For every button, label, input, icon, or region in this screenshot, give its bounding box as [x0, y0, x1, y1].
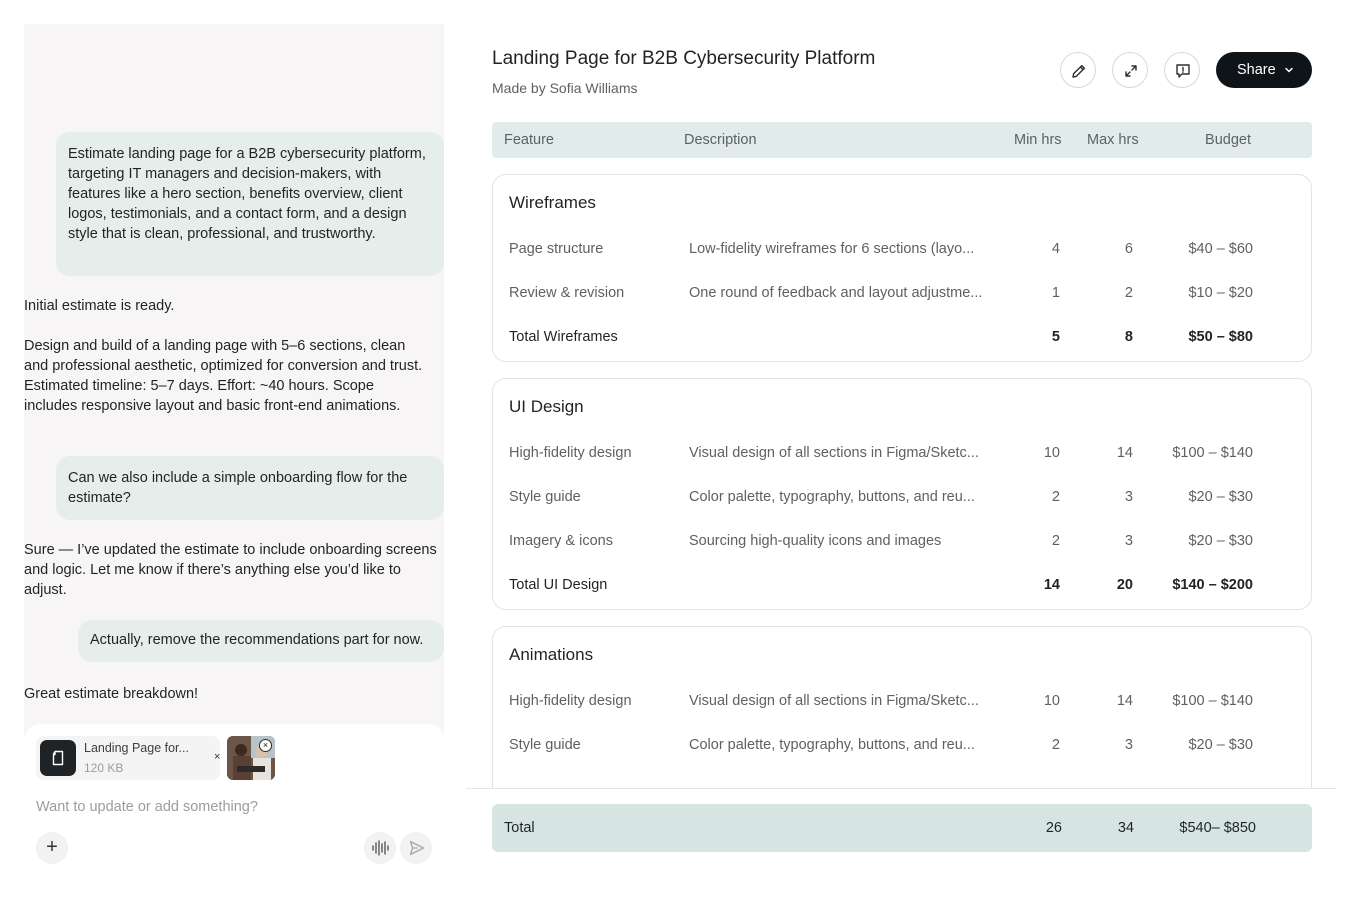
max-hrs-cell: 2 [1124, 285, 1133, 301]
min-hrs-cell: 1 [1051, 285, 1060, 301]
share-label: Share [1237, 62, 1276, 78]
edit-button[interactable] [1060, 52, 1096, 88]
max-hrs-cell: 3 [1124, 737, 1133, 753]
feature-cell: Imagery & icons [509, 533, 613, 549]
message-input[interactable] [36, 796, 426, 818]
section-title: UI Design [509, 397, 584, 416]
total-min-hrs: 5 [1051, 329, 1060, 345]
table-row[interactable] [493, 693, 1313, 717]
estimate-table-body[interactable] [466, 166, 1336, 788]
min-hrs-cell: 2 [1051, 737, 1060, 753]
description-cell: Sourcing high-quality icons and images [689, 533, 942, 549]
max-hrs-cell: 14 [1116, 693, 1133, 709]
grand-total-bar [492, 804, 1312, 852]
section-animations [492, 626, 1312, 788]
assistant-message: Great estimate breakdown! [24, 686, 199, 702]
divider [466, 788, 1336, 789]
description-cell: One round of feedback and layout adjustme... [689, 285, 983, 301]
remove-attachment-button[interactable]: × [214, 751, 221, 763]
pencil-icon [1070, 62, 1088, 80]
min-hrs-cell: 4 [1051, 241, 1060, 257]
assistant-message: Initial estimate is ready. [24, 298, 175, 314]
budget-cell: $20 – $30 [1188, 489, 1253, 505]
min-hrs-cell: 10 [1043, 693, 1060, 709]
user-message: Actually, remove the recommendations part for now. [78, 620, 444, 662]
feature-cell: Page structure [509, 241, 604, 257]
description-cell: Visual design of all sections in Figma/Sketc... [689, 445, 979, 461]
section-title: Wireframes [509, 193, 596, 212]
table-row[interactable] [493, 445, 1313, 469]
grand-total-min-hrs: 26 [1045, 820, 1062, 836]
document-title: Landing Page for B2B Cybersecurity Platform [492, 48, 876, 69]
total-min-hrs: 14 [1043, 577, 1060, 593]
table-row[interactable] [493, 285, 1313, 309]
budget-cell: $100 – $140 [1172, 693, 1253, 709]
header-feature: Feature [504, 132, 554, 148]
expand-button[interactable] [1112, 52, 1148, 88]
total-max-hrs: 20 [1116, 577, 1133, 593]
attachment-file[interactable] [36, 736, 220, 780]
feature-cell: Style guide [509, 737, 581, 753]
budget-cell: $40 – $60 [1188, 241, 1253, 257]
share-button[interactable] [1216, 52, 1312, 88]
feature-cell: Style guide [509, 489, 581, 505]
min-hrs-cell: 2 [1051, 489, 1060, 505]
header-min-hrs: Min hrs [1014, 132, 1062, 148]
header-description: Description [684, 132, 757, 148]
grand-total-budget: $540– $850 [1179, 820, 1256, 836]
total-budget: $50 – $80 [1188, 329, 1253, 345]
header-max-hrs: Max hrs [1087, 132, 1139, 148]
table-row[interactable] [493, 737, 1313, 761]
max-hrs-cell: 6 [1124, 241, 1133, 257]
chat-panel [24, 24, 444, 876]
section-title: Animations [509, 645, 594, 664]
description-cell: Color palette, typography, buttons, and reu... [689, 489, 975, 505]
document-author: Made by Sofia Williams [492, 80, 638, 96]
header-budget: Budget [1205, 132, 1251, 148]
description-cell: Visual design of all sections in Figma/Sketc... [689, 693, 979, 709]
budget-cell: $20 – $30 [1188, 533, 1253, 549]
plus-icon[interactable]: + [36, 832, 68, 864]
section-ui-design [492, 378, 1312, 610]
total-label: Total Wireframes [509, 329, 618, 345]
attachment-name: Landing Page for... [84, 741, 189, 755]
attachment-size: 120 KB [84, 761, 124, 775]
description-cell: Low-fidelity wireframes for 6 sections (layo... [689, 241, 975, 257]
message-list [24, 24, 444, 724]
table-header [492, 122, 1312, 158]
budget-cell: $100 – $140 [1172, 445, 1253, 461]
description-cell: Color palette, typography, buttons, and reu... [689, 737, 975, 753]
user-message: Estimate landing page for a B2B cybersecurity platform, targeting IT managers and decision-makers, with features like a hero section, benefits overview, client logos, testimonials, and a contact form, and a design style that is clean, professional, and trustworthy. [56, 132, 444, 276]
min-hrs-cell: 2 [1051, 533, 1060, 549]
user-message: Can we also include a simple onboarding flow for the estimate? [56, 456, 444, 520]
expand-icon [1122, 62, 1140, 80]
budget-cell: $10 – $20 [1188, 285, 1253, 301]
max-hrs-cell: 14 [1116, 445, 1133, 461]
assistant-message: Design and build of a landing page with 5–6 sections, clean and professional aesthetic, optimized for conversion and trust. Estimated timeline: 5–7 days. Effort: ~40 hours. Scope includes responsive layout and basic front-end animations. [24, 338, 423, 414]
section-total-row [493, 577, 1313, 601]
total-label: Total UI Design [509, 577, 608, 593]
table-row[interactable] [493, 489, 1313, 513]
comment-button[interactable] [1164, 52, 1200, 88]
table-row[interactable] [493, 241, 1313, 265]
message-composer [24, 724, 444, 876]
grand-total-max-hrs: 34 [1117, 820, 1134, 836]
remove-image-button[interactable]: × [259, 739, 272, 752]
table-row[interactable] [493, 533, 1313, 557]
chevron-down-icon [1284, 65, 1294, 75]
min-hrs-cell: 10 [1043, 445, 1060, 461]
document-icon [40, 740, 76, 776]
section-total-row [493, 329, 1313, 353]
feature-cell: High-fidelity design [509, 445, 632, 461]
grand-total-label: Total [504, 820, 535, 836]
feature-cell: High-fidelity design [509, 693, 632, 709]
total-max-hrs: 8 [1124, 329, 1133, 345]
send-icon[interactable] [400, 832, 432, 864]
section-wireframes [492, 174, 1312, 362]
total-budget: $140 – $200 [1172, 577, 1253, 593]
assistant-message: Sure — I’ve updated the estimate to include onboarding screens and logic. Let me know if there’s anything else you’d like to adjust. [24, 542, 437, 598]
comment-icon [1174, 62, 1192, 80]
budget-cell: $20 – $30 [1188, 737, 1253, 753]
waveform-icon[interactable] [364, 832, 396, 864]
max-hrs-cell: 3 [1124, 489, 1133, 505]
feature-cell: Review & revision [509, 285, 625, 301]
max-hrs-cell: 3 [1124, 533, 1133, 549]
